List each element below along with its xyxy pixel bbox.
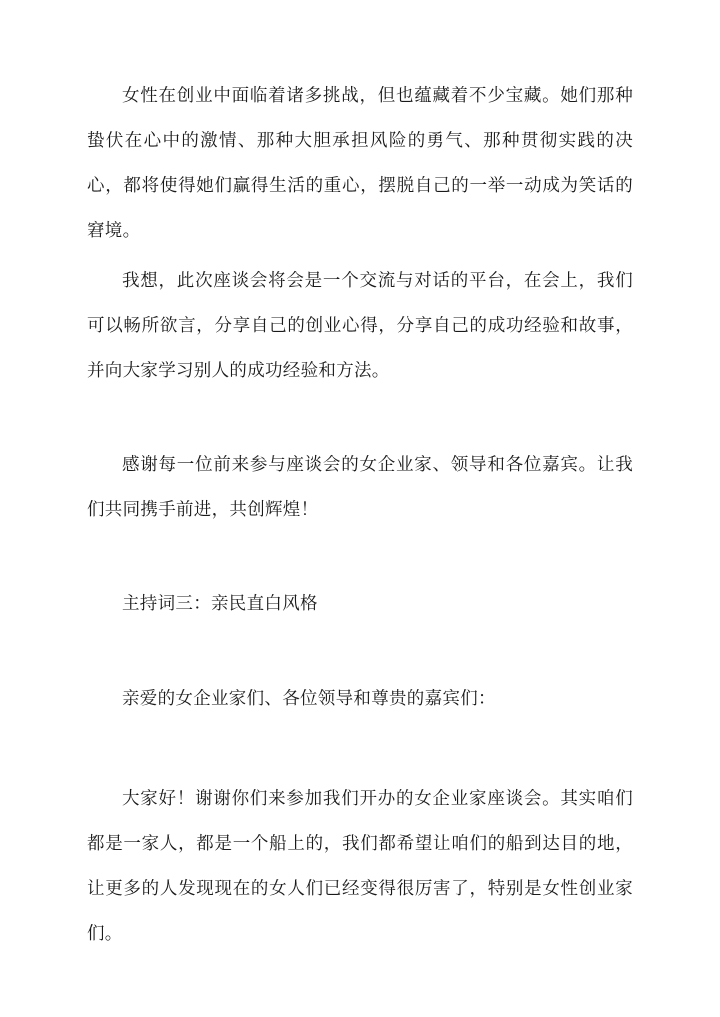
salutation: 亲爱的女企业家们、各位领导和尊贵的嘉宾们： [122, 689, 496, 709]
paragraph-challenges: 女性在创业中面临着诸多挑战，但也蕴藏着不少宝藏。她们那种蛰伏在心中的激情、那种大胆承担风险的勇气、那种贯彻实践的决心，都将使得她们赢得生活的重心，摆脱自己的一举一动成为笑话的窘境。 [87, 86, 633, 241]
paragraph-platform: 我想，此次座谈会将会是一个交流与对话的平台，在会上，我们可以畅所欲言，分享自己的创业心得，分享自己的成功经验和故事，并向大家学习别人的成功经验和方法。 [87, 271, 633, 381]
section-heading: 主持词三：亲民直白风格 [122, 594, 318, 614]
paragraph-thanks: 感谢每一位前来参与座谈会的女企业家、领导和各位嘉宾。让我们共同携手前进，共创辉煌！ [87, 455, 633, 520]
paragraph-greeting: 大家好！谢谢你们来参加我们开办的女企业家座谈会。其实咱们都是一家人，都是一个船上的，我们都希望让咱们的船到达目的地，让更多的人发现现在的女人们已经变得很厉害了，特别是女性创业家们。 [87, 789, 633, 944]
